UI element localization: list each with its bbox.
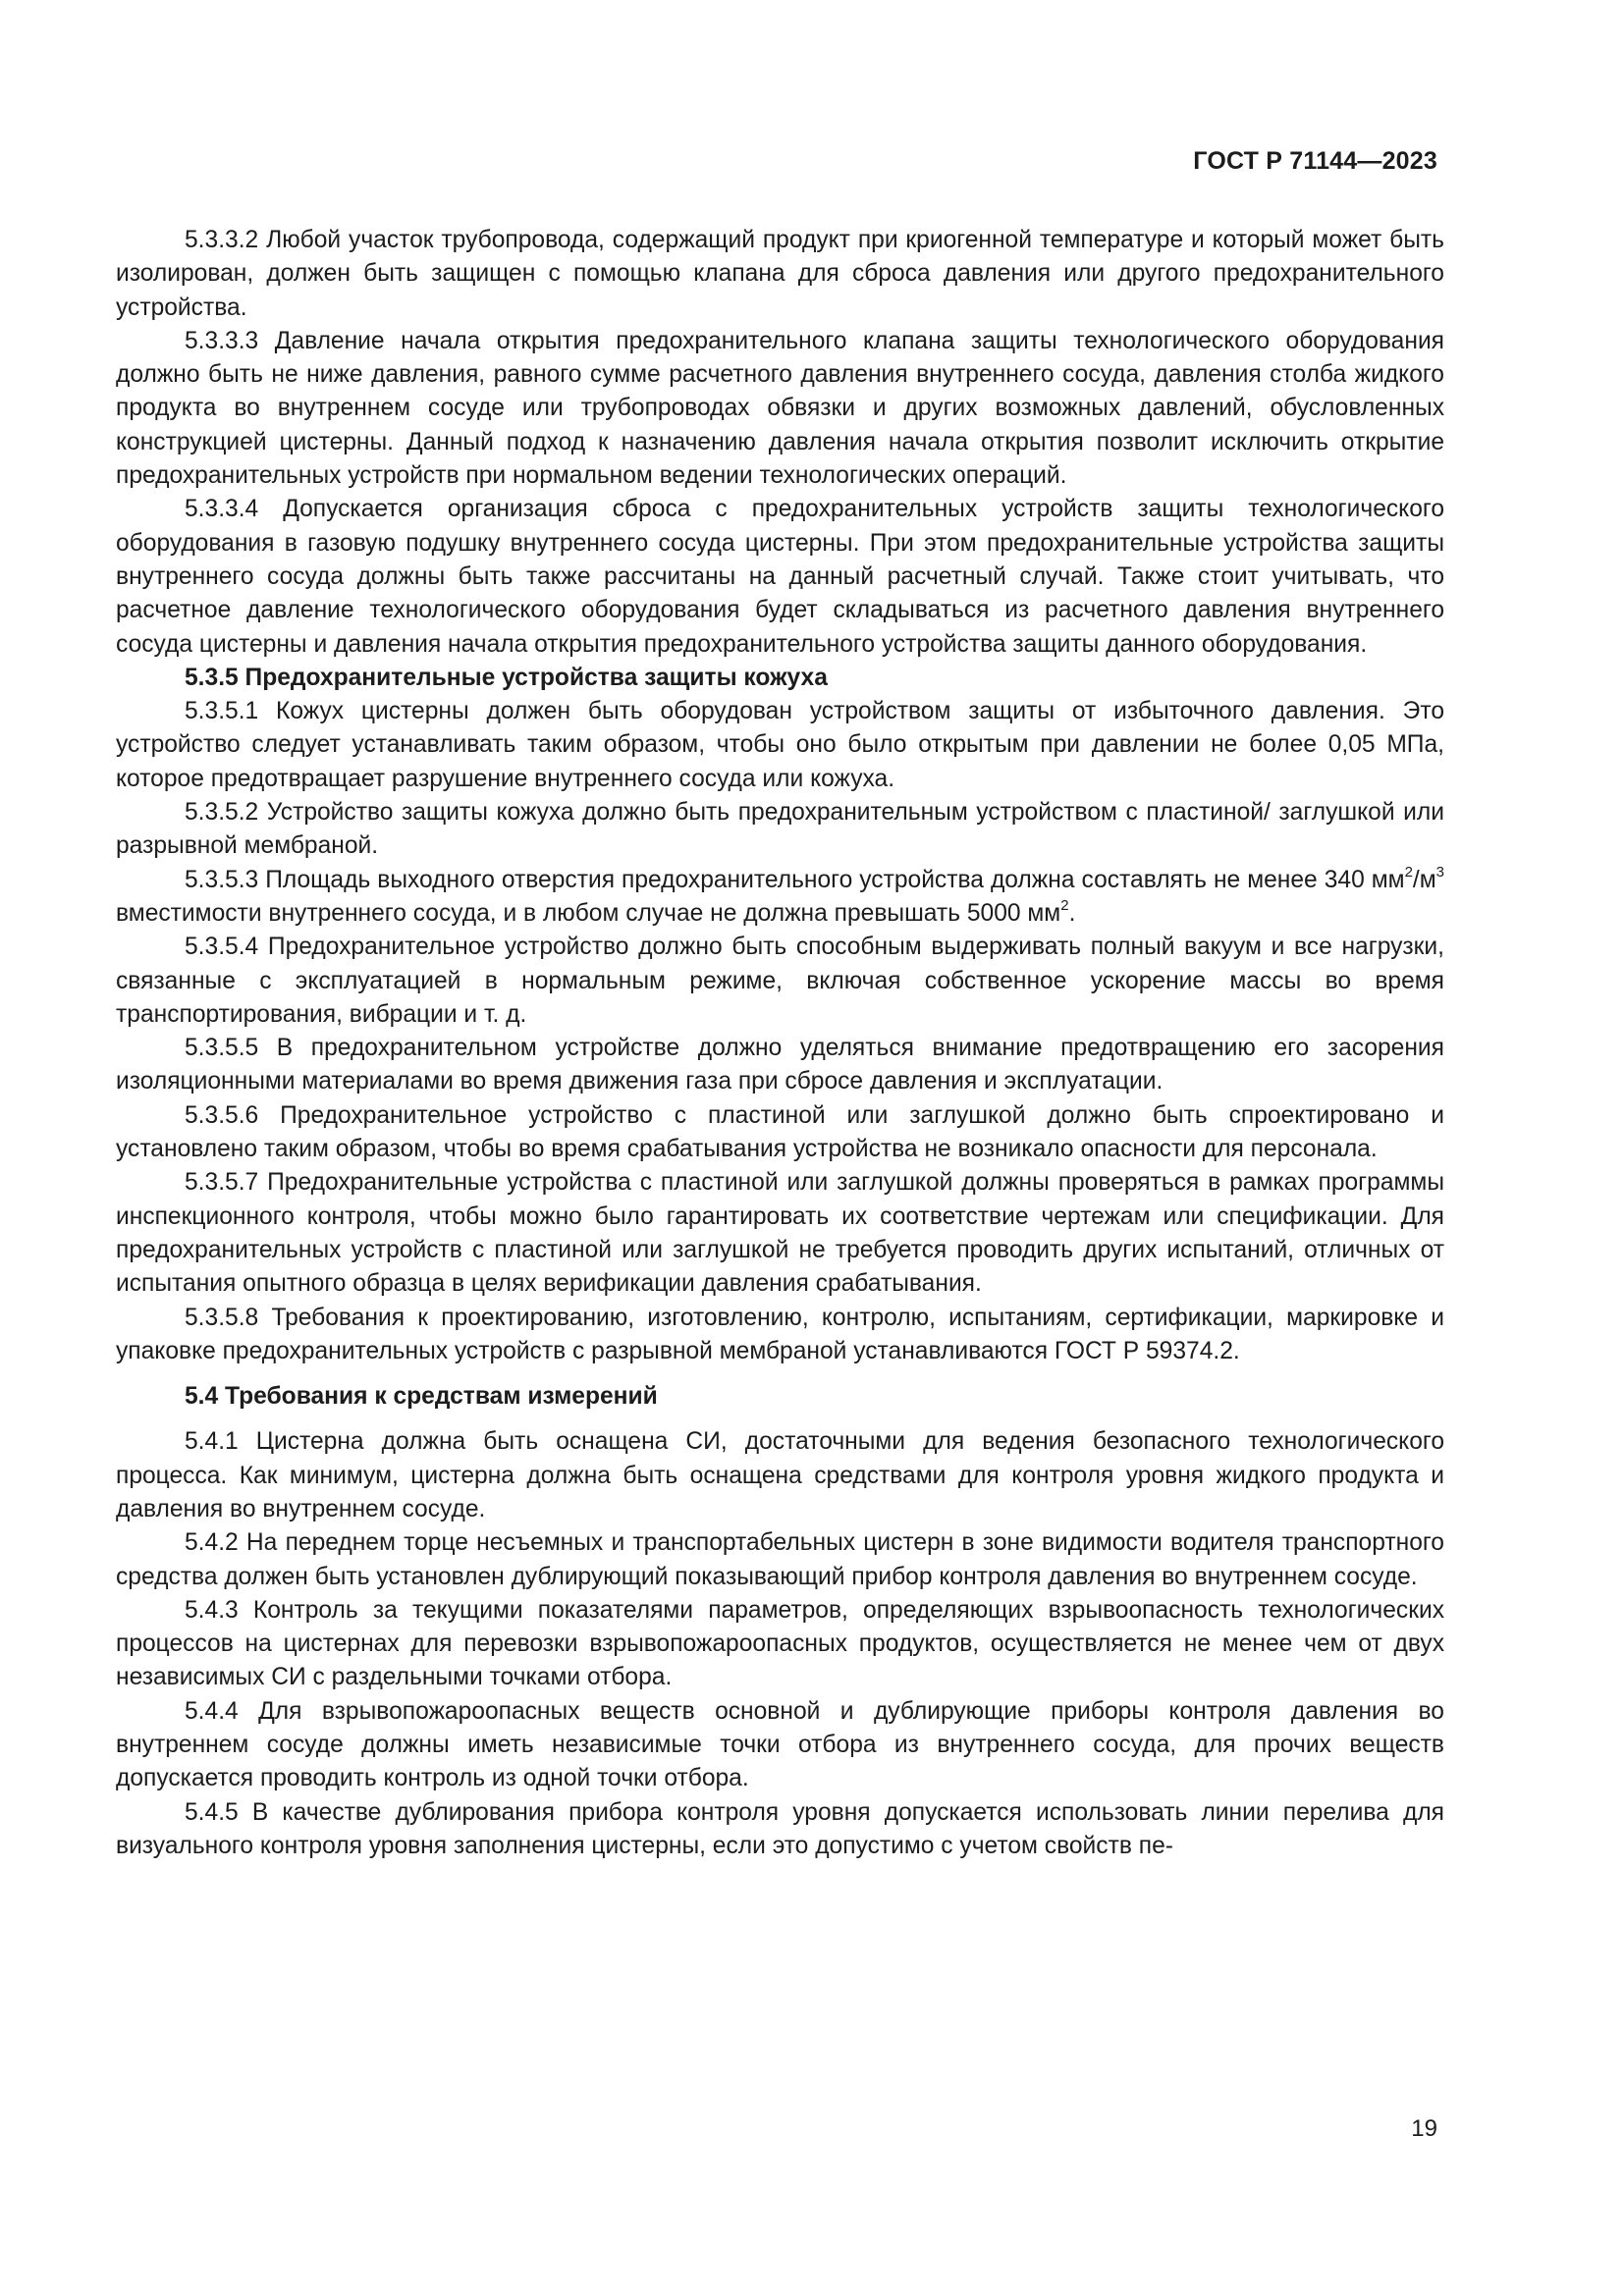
text-run: /м xyxy=(1412,866,1436,893)
superscript: 2 xyxy=(1060,896,1069,914)
para-5-4-5: 5.4.5 В качестве дублирования прибора контроля уровня допускается использовать линии перелива для визуального контроля уровня заполнения цистерны, если это допустимо с учетом свойств пе- xyxy=(116,1798,1444,1859)
text-run: вместимости внутреннего сосуда, и в любом случае не должна превышать 5000 мм xyxy=(116,899,1061,927)
para-5-3-5-2: 5.3.5.2 Устройство защиты кожуха должно быть предохранительным устройством с пластиной/ заглушкой или разрывной мембраной. xyxy=(116,799,1444,860)
para-5-3-5-5: 5.3.5.5 В предохранительном устройстве должно уделяться внимание предотвращению его засорения изоляционными материалами во время движения газа при сбросе давления и эксплуатации. xyxy=(116,1035,1444,1095)
page-body xyxy=(116,224,1444,1863)
page-header-doc-id: ГОСТ Р 71144—2023 xyxy=(1193,147,1437,175)
text-run: . xyxy=(1068,899,1076,927)
para-5-3-3-3: 5.3.3.3 Давление начала открытия предохранительного клапана защиты технологического оборудования должно быть не ниже давления, равного сумме расчетного давления внутреннего сосуда, давления столба жидкого продукта во внутреннем сосуде или трубопроводах обвязки и других возможных давлений, обусловленных конструкцией цистерны. Данный подход к назначению давления начала открытия позволит исключить открытие предохранительных устройств при нормальном ведении технологических операций. xyxy=(116,327,1444,490)
para-5-3-5-3 xyxy=(116,864,1444,932)
heading-5-3-5: 5.3.5 Предохранительные устройства защиты кожуха xyxy=(185,664,828,691)
para-5-4-1: 5.4.1 Цистерна должна быть оснащена СИ, достаточными для ведения безопасного технологического процесса. Как минимум, цистерна должна быть оснащена средствами для контроля уровня жидкого продукта и давления во внутреннем сосуде. xyxy=(116,1428,1444,1522)
page-number: 19 xyxy=(1411,2115,1437,2142)
superscript: 2 xyxy=(1404,863,1413,881)
para-5-3-3-2: 5.3.3.2 Любой участок трубопровода, содержащий продукт при криогенной температуре и который может быть изолирован, должен быть защищен с помощью клапана для сброса давления или другого предохранительного устройства. xyxy=(116,227,1444,321)
para-5-4-3: 5.4.3 Контроль за текущими показателями параметров, определяющих взрывоопасность технологических процессов на цистернах для перевозки взрывопожароопасных продуктов, осуществляется не менее чем от двух независимых СИ с раздельными точками отбора. xyxy=(116,1596,1444,1691)
para-5-3-3-4: 5.3.3.4 Допускается организация сброса с предохранительных устройств защиты технологического оборудования в газовую подушку внутреннего сосуда цистерны. При этом предохранительные устройства защиты внутреннего сосуда должны быть также рассчитаны на данный расчетный случай. Также стоит учитывать, что расчетное давление технологического оборудования будет складываться из расчетного давления внутреннего сосуда цистерны и давления начала открытия предохранительного устройства защиты данного оборудования. xyxy=(116,496,1444,658)
para-5-4-4: 5.4.4 Для взрывопожароопасных веществ основной и дублирующие приборы контроля давления во внутреннем сосуде должны иметь независимые точки отбора из внутреннего сосуда, для прочих веществ допускается проводить контроль из одной точки отбора. xyxy=(116,1697,1444,1792)
heading-5-4: 5.4 Требования к средствам измерений xyxy=(185,1383,658,1411)
para-5-3-5-8: 5.3.5.8 Требования к проектированию, изготовлению, контролю, испытаниям, сертификации, маркировке и упаковке предохранительных устройств с разрывной мембраной устанавливаются ГОСТ Р 59374.2. xyxy=(116,1304,1444,1364)
para-5-3-5-7: 5.3.5.7 Предохранительные устройства с пластиной или заглушкой должны проверяться в рамках программы инспекционного контроля, чтобы можно было гарантировать их соответствие чертежам или спецификации. Для предохранительных устройств с пластиной или заглушкой не требуется проводить других испытаний, отличных от испытания опытного образца в целях верификации давления срабатывания. xyxy=(116,1169,1444,1298)
para-5-4-2: 5.4.2 На переднем торце несъемных и транспортабельных цистерн в зоне видимости водителя транспортного средства должен быть установлен дублирующий показывающий прибор контроля давления во внутреннем сосуде. xyxy=(116,1529,1444,1590)
text-run: 5.3.5.3 Площадь выходного отверстия предохранительного устройства должна составлять не менее 340 мм xyxy=(185,866,1405,893)
superscript: 3 xyxy=(1435,863,1444,881)
para-5-3-5-1: 5.3.5.1 Кожух цистерны должен быть оборудован устройством защиты от избыточного давления. Это устройство следует устанавливать таким образом, чтобы оно было открытым при давлении не более 0,05 МПа, которое предотвращает разрушение внутреннего сосуда или кожуха. xyxy=(116,698,1444,792)
para-5-3-5-6: 5.3.5.6 Предохранительное устройство с пластиной или заглушкой должно быть спроектировано и установлено таким образом, чтобы во время срабатывания устройства не возникало опасности для персонала. xyxy=(116,1101,1444,1163)
para-5-3-5-4: 5.3.5.4 Предохранительное устройство должно быть способным выдерживать полный вакуум и все нагрузки, связанные с эксплуатацией в нормальным режиме, включая собственное ускорение массы во время транспортирования, вибрации и т. д. xyxy=(116,934,1444,1028)
